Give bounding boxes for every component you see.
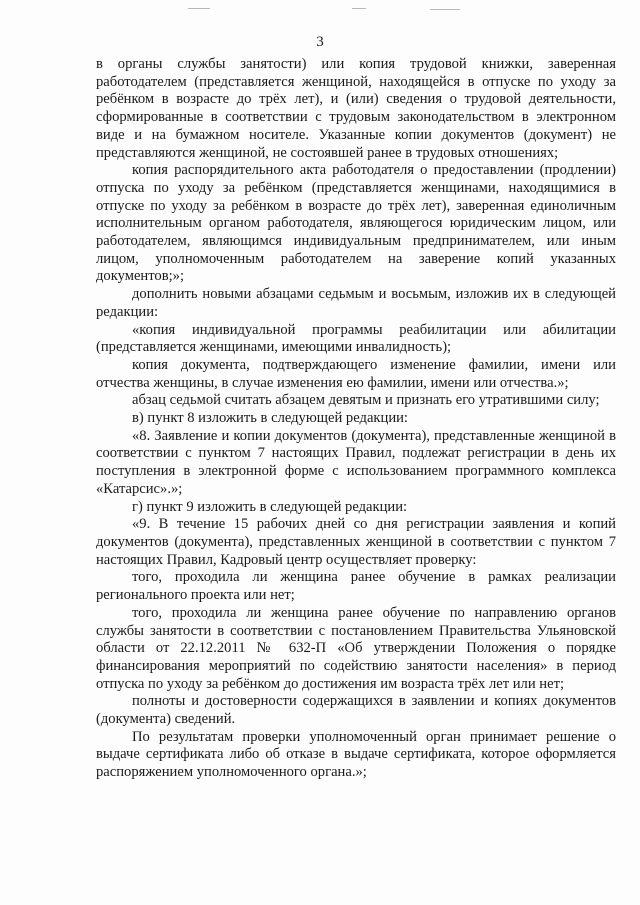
scan-artifact — [188, 8, 210, 9]
paragraph: абзац седьмой считать абзацем девятым и признать его утратившими силу; — [132, 392, 600, 409]
paragraph: г) пункт 9 изложить в следующей редакции: — [132, 498, 408, 515]
paragraph: того, проходила ли женщина ранее обучение в рамках реализации регионального проекта или нет; — [96, 569, 616, 604]
paragraph: в органы службы занятости) или копия трудовой книжки, заверенная работодателем (представляется женщиной, находящейся в отпуске по уходу за ребёнком в возрасте до трёх лет), и (или) сведения о трудовой деятельности, сформированные в соответствии с трудовым законодательством в электронном виде и на бумажном носителе. Указанные копии документов (документ) не представляются женщиной, не состоявшей ранее в трудовых отношениях; — [96, 56, 616, 161]
paragraph: того, проходила ли женщина ранее обучение по направлению органов службы занятости в соответствии с постановлением Правительства Ульяновской области от 22.12.2011 № 632-П «Об утверждении Положения о порядке финансирования мероприятий по содействию занятости населения» в период отпуска по уходу за ребёнком до достижения им возраста трёх лет или нет; — [96, 604, 616, 692]
paragraph: «8. Заявление и копии документов (документа), представленные женщиной в соответствии с пунктом 7 настоящих Правил, подлежат регистрации в день их поступления в электронной форме с использованием программного комплекса «Катарсис».»; — [96, 427, 616, 497]
paragraph: копия документа, подтверждающего изменение фамилии, имени или отчества женщины, в случае изменения ею фамилии, имени или отчества.»; — [96, 356, 616, 391]
document-body — [96, 56, 616, 782]
paragraph: в) пункт 8 изложить в следующей редакции: — [132, 410, 408, 427]
paragraph: «9. В течение 15 рабочих дней со дня регистрации заявления и копий документов (документа), представленных женщиной в соответствии с пунктом 7 настоящих Правил, Кадровый центр осуществляет проверку: — [96, 516, 616, 568]
paragraph: копия распорядительного акта работодателя о предоставлении (продлении) отпуска по уходу за ребёнком (представляется женщинами, находящимися в отпуске по уходу за ребёнком в возрасте до трёх лет), заверенная единоличным исполнительным органом работодателя, являющегося юридическим лицом, или работодателем, являющимся индивидуальным предпринимателем, или иным лицом, уполномоченным работодателем на заверение копий указанных документов;»; — [96, 162, 616, 285]
paragraph: «копия индивидуальной программы реабилитации или абилитации (представляется женщинами, имеющими инвалидность); — [96, 321, 616, 356]
page-number: 3 — [316, 34, 324, 50]
paragraph: полноты и достоверности содержащихся в заявлении и копиях документов (документа) сведений. — [96, 693, 616, 728]
scan-artifact — [352, 8, 366, 9]
paragraph: По результатам проверки уполномоченный орган принимает решение о выдаче сертификата либо об отказе в выдаче сертификата, которое оформляется распоряжением уполномоченного органа.»; — [96, 728, 616, 781]
paragraph: дополнить новыми абзацами седьмым и восьмым, изложив их в следующей редакции: — [96, 286, 616, 320]
scan-artifact — [430, 9, 460, 10]
